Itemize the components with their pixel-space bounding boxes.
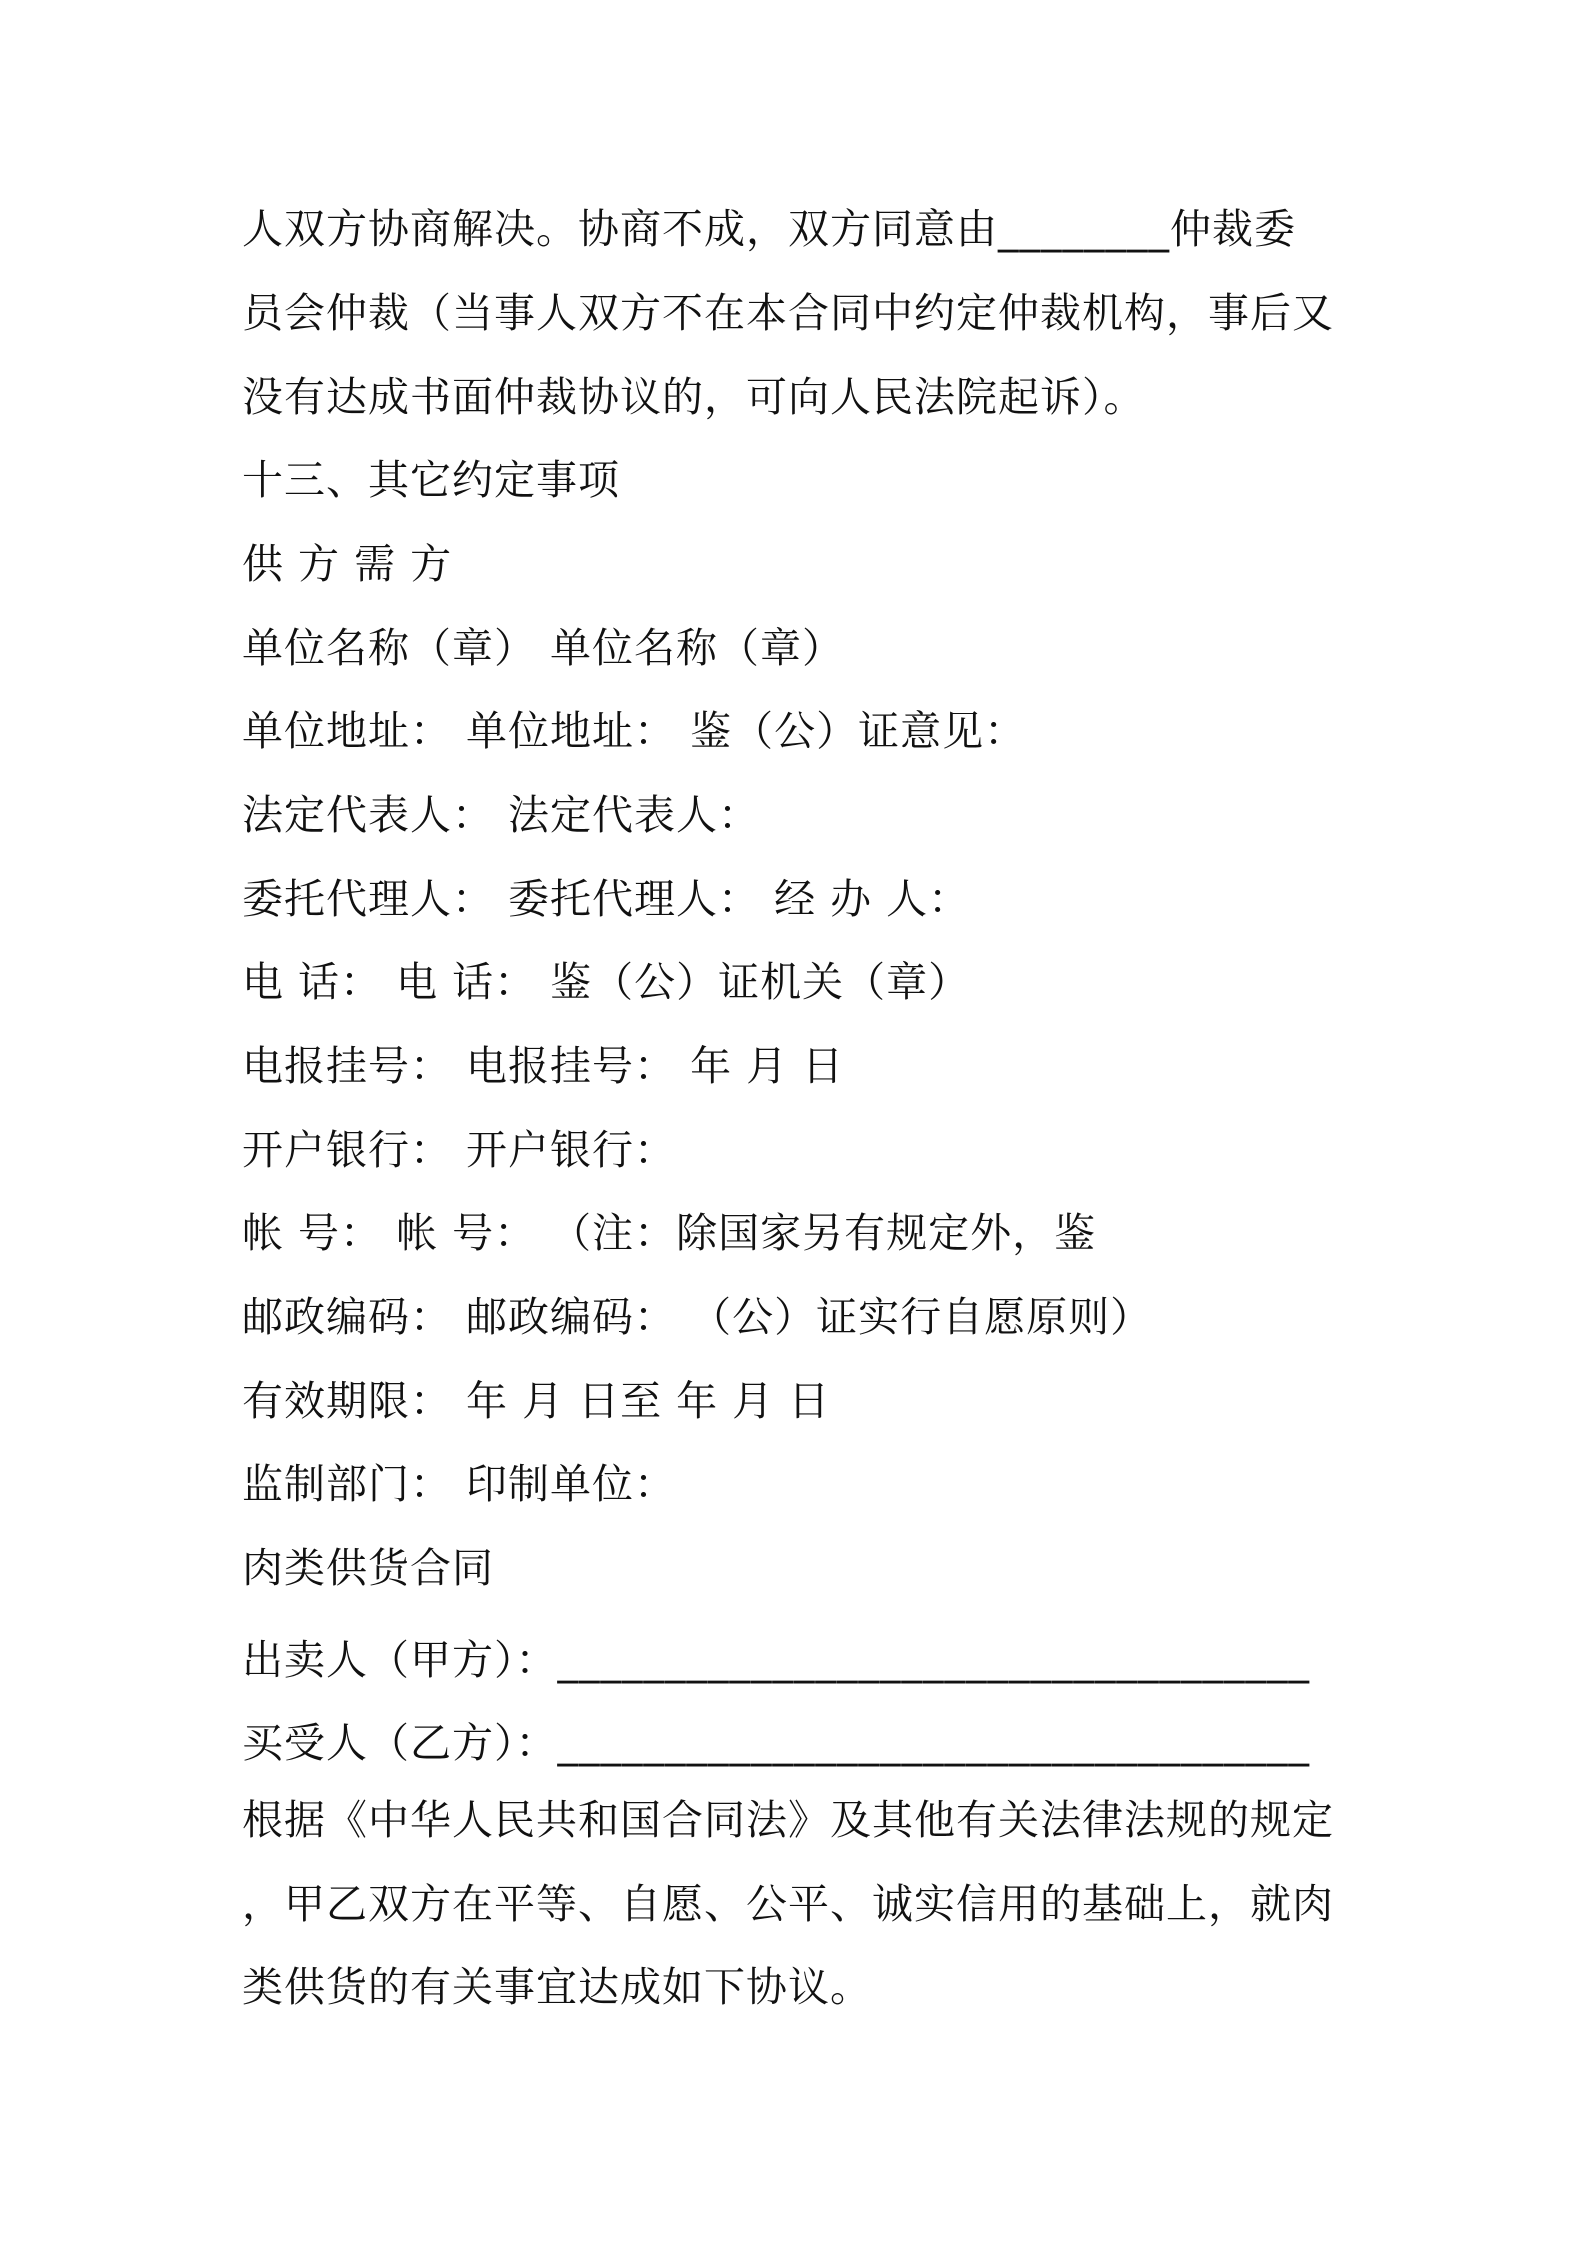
text-line-telegraph: 电报挂号： 电报挂号： 年 月 日 <box>242 1042 845 1090</box>
text-line-phone: 电 话： 电 话： 鉴（公）证机关（章） <box>242 958 971 1006</box>
text-line-bank: 开户银行： 开户银行： <box>242 1126 677 1174</box>
section-heading-other-matters: 十三、其它约定事项 <box>242 456 620 504</box>
text-line-arbitration-1: 人双方协商解决。协商不成，双方同意由________仲裁委 <box>242 205 1296 253</box>
text-line-buyer: 买受人（乙方）：___________________________________ <box>242 1719 1310 1767</box>
text-line-supervision: 监制部门： 印制单位： <box>242 1460 677 1508</box>
text-line-unit-name: 单位名称（章） 单位名称（章） <box>242 624 845 672</box>
text-line-unit-address: 单位地址： 单位地址： 鉴（公）证意见： <box>242 707 1027 755</box>
text-line-preamble-3: 类供货的有关事宜达成如下协议。 <box>242 1963 872 2011</box>
text-line-arbitration-2: 员会仲裁（当事人双方不在本合同中约定仲裁机构，事后又 <box>242 289 1334 337</box>
contract-title: 肉类供货合同 <box>242 1544 494 1592</box>
text-line-arbitration-3: 没有达成书面仲裁协议的，可向人民法院起诉）。 <box>242 373 1146 421</box>
text-line-postcode: 邮政编码： 邮政编码： （公）证实行自愿原则） <box>242 1293 1153 1341</box>
text-line-preamble-2: ，甲乙双方在平等、自愿、公平、诚实信用的基础上，就肉 <box>242 1880 1334 1928</box>
text-line-account: 帐 号： 帐 号： （注：除国家另有规定外，鉴 <box>242 1209 1097 1257</box>
text-line-agent: 委托代理人： 委托代理人： 经 办 人： <box>242 875 971 923</box>
text-line-validity: 有效期限： 年 月 日至 年 月 日 <box>242 1377 831 1425</box>
text-line-seller: 出卖人（甲方）：___________________________________ <box>242 1636 1310 1684</box>
text-line-legal-rep: 法定代表人： 法定代表人： <box>242 791 761 839</box>
text-line-parties: 供 方 需 方 <box>242 540 453 588</box>
text-line-preamble-1: 根据《中华人民共和国合同法》及其他有关法律法规的规定 <box>242 1796 1334 1844</box>
